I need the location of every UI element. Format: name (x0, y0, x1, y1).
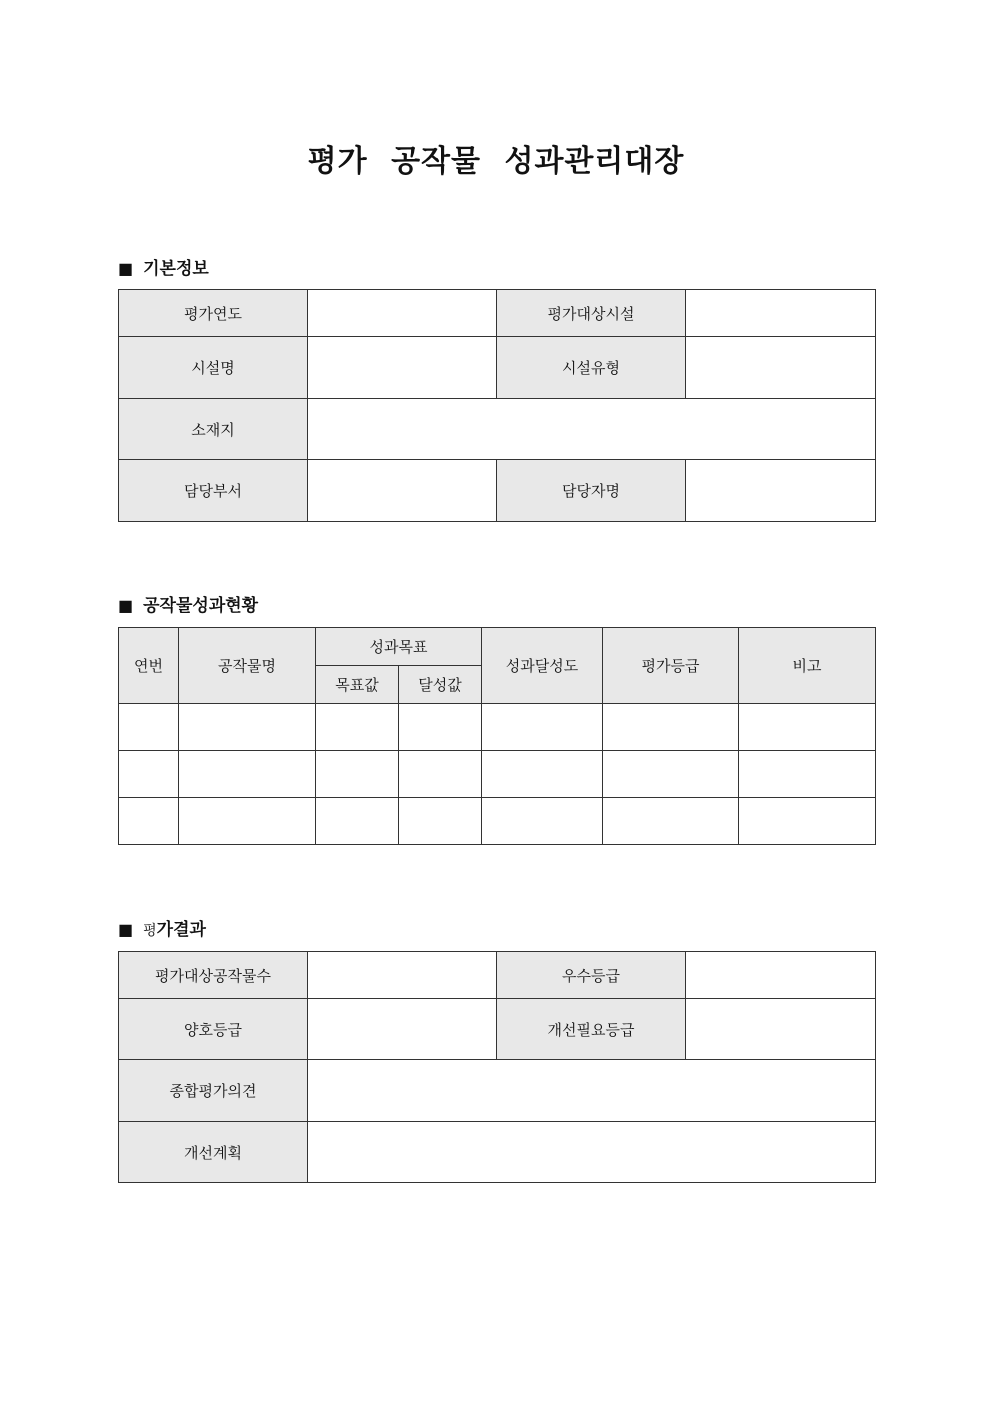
header-remarks: 비고 (739, 628, 876, 704)
result-heading-small: 평 (143, 923, 157, 939)
label-target-facility: 평가대상시설 (497, 290, 686, 337)
table-cell[interactable] (739, 798, 876, 845)
table-cell[interactable] (119, 704, 179, 751)
table-row (119, 952, 876, 999)
table-cell[interactable] (482, 798, 603, 845)
table-cell[interactable] (119, 751, 179, 798)
value-department[interactable] (308, 460, 497, 522)
label-facility-type: 시설유형 (497, 337, 686, 399)
table-row (119, 1060, 876, 1122)
header-grade: 평가등급 (603, 628, 739, 704)
label-person: 담당자명 (497, 460, 686, 522)
table-cell[interactable] (399, 751, 482, 798)
table-cell[interactable] (739, 751, 876, 798)
table-row (119, 751, 876, 798)
table-row (119, 290, 876, 337)
value-person[interactable] (686, 460, 876, 522)
table-cell[interactable] (179, 798, 316, 845)
basic-info-table (118, 289, 876, 522)
title-word-1: 평가 (307, 144, 368, 179)
value-needs-improvement[interactable] (686, 999, 876, 1060)
label-plan: 개선계획 (119, 1122, 308, 1183)
table-cell[interactable] (603, 798, 739, 845)
label-excellent: 우수등급 (497, 952, 686, 999)
square-bullet-icon: ■ (118, 596, 134, 615)
label-year: 평가연도 (119, 290, 308, 337)
table-row (119, 704, 876, 751)
label-needs-improvement: 개선필요등급 (497, 999, 686, 1060)
table-cell[interactable] (482, 704, 603, 751)
header-name: 공작물명 (179, 628, 316, 704)
table-cell[interactable] (482, 751, 603, 798)
performance-table (118, 627, 876, 845)
basic-info-heading (118, 254, 209, 279)
value-excellent[interactable] (686, 952, 876, 999)
title-word-2: 공작물 (391, 144, 482, 179)
value-good[interactable] (308, 999, 497, 1060)
value-facility-name[interactable] (308, 337, 497, 399)
label-good: 양호등급 (119, 999, 308, 1060)
header-goal: 성과목표 (316, 628, 482, 666)
table-row (119, 1122, 876, 1183)
label-count: 평가대상공작물수 (119, 952, 308, 999)
performance-heading (118, 591, 258, 616)
result-heading (118, 915, 206, 940)
table-cell[interactable] (603, 704, 739, 751)
value-opinion[interactable] (308, 1060, 876, 1122)
title-word-3: 성과관리대장 (504, 144, 685, 179)
square-bullet-icon: ■ (118, 259, 134, 278)
header-target-value: 목표값 (316, 666, 399, 704)
table-cell[interactable] (119, 798, 179, 845)
table-row (119, 999, 876, 1060)
value-year[interactable] (308, 290, 497, 337)
table-cell[interactable] (179, 704, 316, 751)
value-count[interactable] (308, 952, 497, 999)
page-title (0, 136, 992, 180)
header-no: 연번 (119, 628, 179, 704)
table-cell[interactable] (399, 704, 482, 751)
table-row (119, 798, 876, 845)
table-cell[interactable] (399, 798, 482, 845)
table-cell[interactable] (739, 704, 876, 751)
value-facility-type[interactable] (686, 337, 876, 399)
value-plan[interactable] (308, 1122, 876, 1183)
result-table (118, 951, 876, 1183)
value-location[interactable] (308, 399, 876, 460)
table-row (119, 399, 876, 460)
square-bullet-icon: ■ (118, 920, 134, 939)
value-target-facility[interactable] (686, 290, 876, 337)
table-cell[interactable] (603, 751, 739, 798)
label-opinion: 종합평가의견 (119, 1060, 308, 1122)
table-row (119, 460, 876, 522)
header-achieved-value: 달성값 (399, 666, 482, 704)
table-cell[interactable] (179, 751, 316, 798)
table-row (119, 337, 876, 399)
basic-info-heading-text: 기본정보 (143, 259, 209, 279)
performance-heading-text: 공작물성과현황 (143, 596, 259, 616)
table-cell[interactable] (316, 751, 399, 798)
label-location: 소재지 (119, 399, 308, 460)
table-header-row (119, 628, 876, 666)
label-facility-name: 시설명 (119, 337, 308, 399)
header-achievement: 성과달성도 (482, 628, 603, 704)
label-department: 담당부서 (119, 460, 308, 522)
result-heading-text: 가결과 (156, 920, 206, 940)
table-cell[interactable] (316, 704, 399, 751)
table-cell[interactable] (316, 798, 399, 845)
